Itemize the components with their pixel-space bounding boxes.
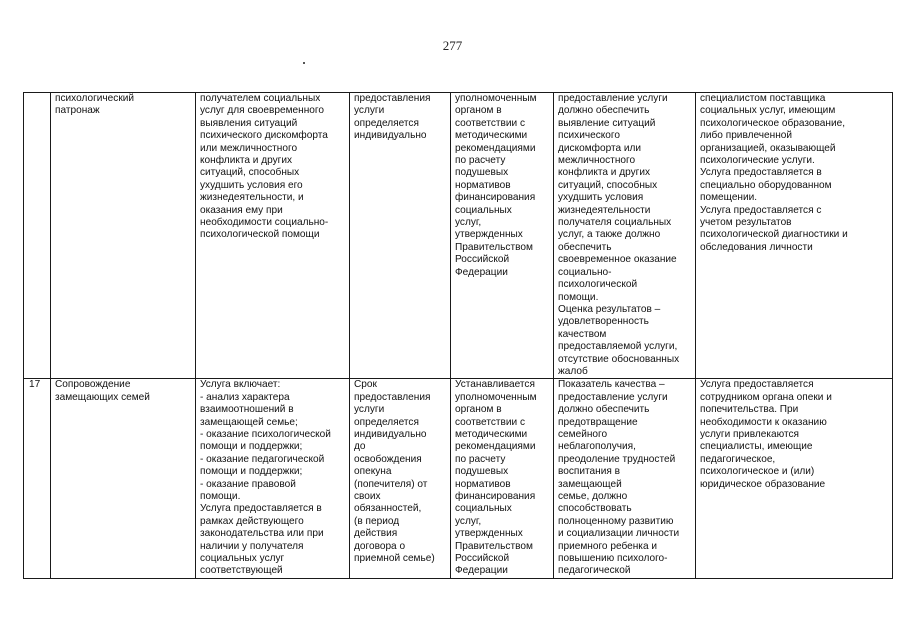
service-quality-cell: предоставление услуги должно обеспечить выявление ситуаций психического дискомфорта или межличностного конфликта и других ситуаций, способных ухудшить условия жизнедеятельности получателя социальных услуг, а также должно обеспечить своевременное оказание социально- психологической помощи. Оценка результатов – удовлетворенность качеством предоставляемой услуги, отсутствие обоснованных жалоб: [554, 93, 696, 379]
service-term-cell: Срок предоставления услуги определяется индивидуально до освобождения опекуна (попечителя) от своих обязанностей, (в период действия договора о приемной семье): [350, 379, 451, 579]
services-table: [23, 92, 893, 579]
row-number-cell: 17: [24, 379, 51, 579]
service-name-cell: Сопровождение замещающих семей: [51, 379, 196, 579]
service-content-cell: Услуга включает: - анализ характера взаимоотношений в замещающей семье; - оказание психологической помощи и поддержки; - оказание педагогической помощи и поддержки; - оказание правовой помощи. Услуга предоставляется в рамках действующего законодательства или при наличии у получателя социальных услуг соответствующей: [196, 379, 350, 579]
service-quality-cell: Показатель качества – предоставление услуги должно обеспечить предотвращение семейного неблагополучия, преодоление трудностей воспитания в замещающей семье, должно способствовать полноценному развитию и социализации личности приемного ребенка и повышению психолого- педагогической: [554, 379, 696, 579]
service-term-cell: предоставления услуги определяется индивидуально: [350, 93, 451, 379]
table-row: [24, 379, 893, 579]
page-number: 277: [442, 38, 463, 53]
scan-speck: [303, 62, 305, 64]
service-tariff-cell: уполномоченным органом в соответствии с методическими рекомендациями по расчету подушевых нормативов финансирования социальных услуг, утвержденных Правительством Российской Федерации: [451, 93, 554, 379]
service-conditions-cell: специалистом поставщика социальных услуг, имеющим психологическое образование, либо привлеченной организацией, оказывающей психологические услуги. Услуга предоставляется в специально оборудованном помещении. Услуга предоставляется с учетом результатов психологической диагностики и обследования личности: [696, 93, 893, 379]
service-content-cell: получателем социальных услуг для своевременного выявления ситуаций психического дискомфорта или межличностного конфликта и других ситуаций, способных ухудшить условия его жизнедеятельности, и оказания ему при необходимости социально- психологической помощи: [196, 93, 350, 379]
service-tariff-cell: Устанавливается уполномоченным органом в соответствии с методическими рекомендациями по расчету подушевых нормативов финансирования социальных услуг, утвержденных Правительством Российской Федерации: [451, 379, 554, 579]
table-row: [24, 93, 893, 379]
service-conditions-cell: Услуга предоставляется сотрудником органа опеки и попечительства. При необходимости к оказанию услуги привлекаются специалисты, имеющие педагогическое, психологическое и (или) юридическое образование: [696, 379, 893, 579]
row-number-cell: [24, 93, 51, 379]
service-name-cell: психологический патронаж: [51, 93, 196, 379]
